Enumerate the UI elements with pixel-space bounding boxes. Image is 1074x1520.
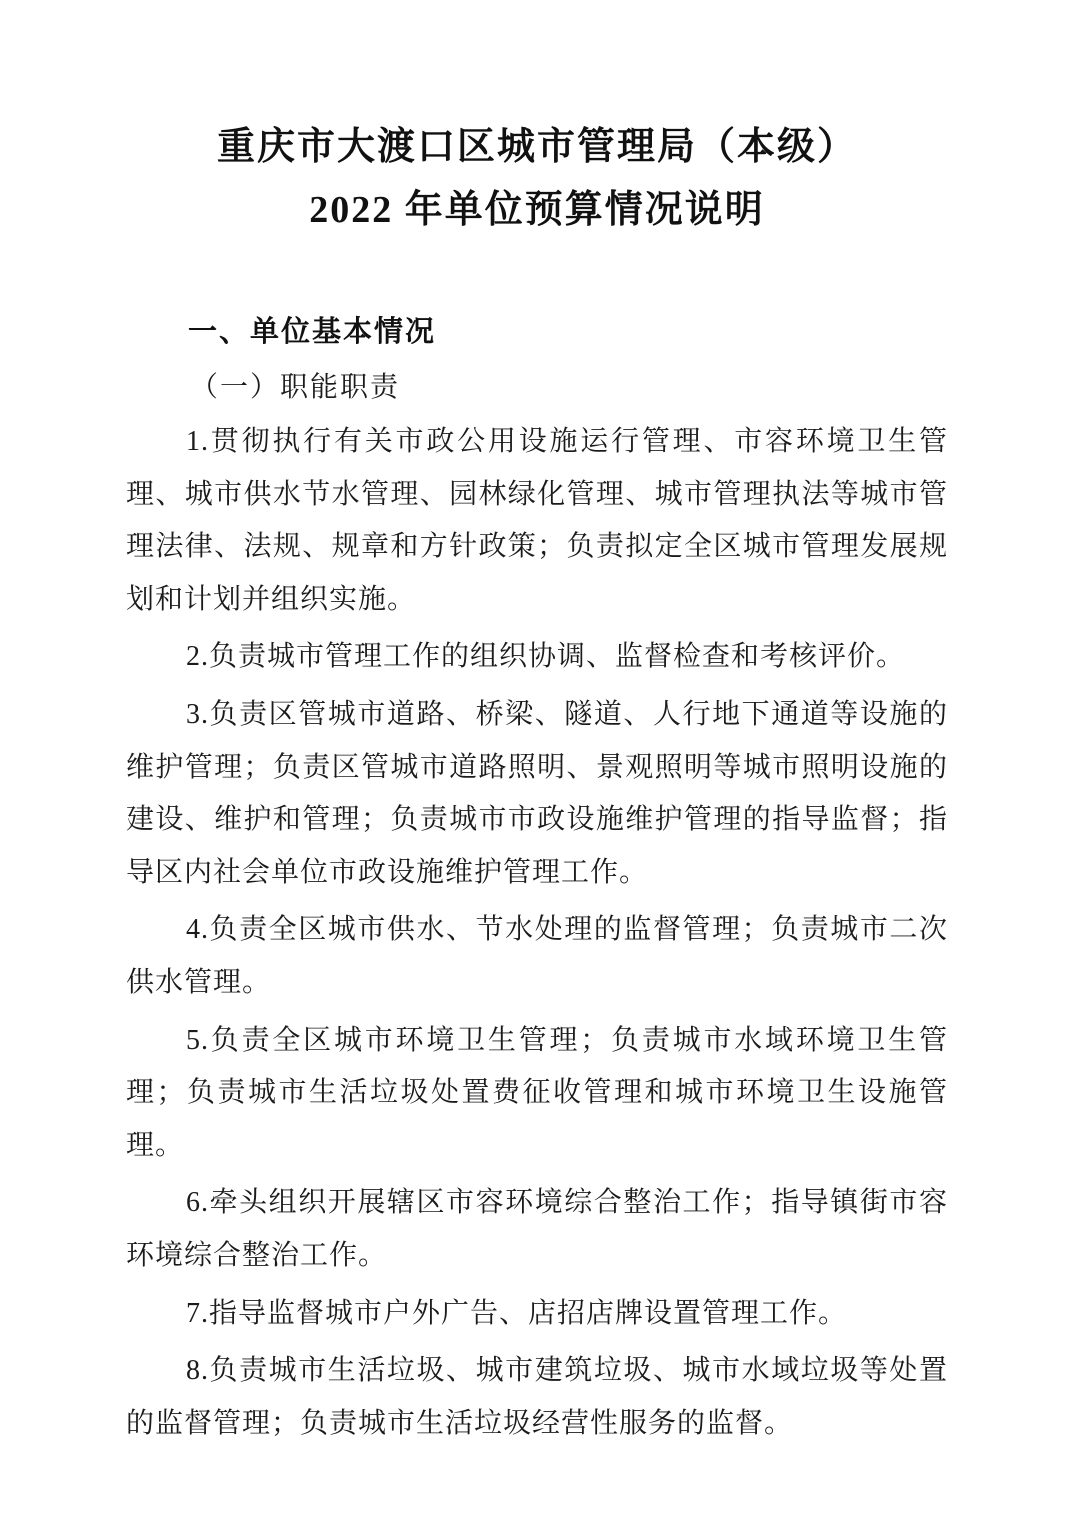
document-title-line-2: 2022 年单位预算情况说明: [309, 189, 765, 231]
duty-paragraph-4: 4.负责全区城市供水、节水处理的监督管理；负责城市二次供水管理。: [126, 914, 948, 998]
duty-paragraph-8: 8.负责城市生活垃圾、城市建筑垃圾、城市水域垃圾等处置的监督管理；负责城市生活垃圾经营性服务的监督。: [126, 1355, 948, 1439]
duty-paragraph-7: 7.指导监督城市户外广告、店招店牌设置管理工作。: [186, 1297, 848, 1329]
duties-paragraph-list: [126, 416, 948, 1450]
document-title: [126, 116, 948, 242]
document-title-line-1: 重庆市大渡口区城市管理局（本级）: [216, 126, 857, 168]
duty-paragraph-5: 5.负责全区城市环境卫生管理；负责城市水域环境卫生管理；负责城市生活垃圾处置费征收管理和城市环境卫生设施管理。: [126, 1024, 948, 1161]
section-heading-unit-basic-info: 一、单位基本情况: [188, 316, 437, 348]
subsection-heading-duties: （一）职能职责: [190, 372, 401, 403]
duty-paragraph-1: 1.贯彻执行有关市政公用设施运行管理、市容环境卫生管理、城市供水节水管理、园林绿化管理、城市管理执法等城市管理法律、法规、规章和方针政策；负责拟定全区城市管理发展规划和计划并组织实施。: [126, 426, 948, 615]
duty-paragraph-6: 6.牵头组织开展辖区市容环境综合整治工作；指导镇街市容环境综合整治工作。: [126, 1187, 948, 1271]
duty-paragraph-2: 2.负责城市管理工作的组织协调、监督检查和考核评价。: [186, 641, 906, 673]
duty-paragraph-3: 3.负责区管城市道路、桥梁、隧道、人行地下通道等设施的维护管理；负责区管城市道路照明、景观照明等城市照明设施的建设、维护和管理；负责城市市政设施维护管理的指导监督；指导区内社会单位市政设施维护管理工作。: [126, 698, 948, 888]
